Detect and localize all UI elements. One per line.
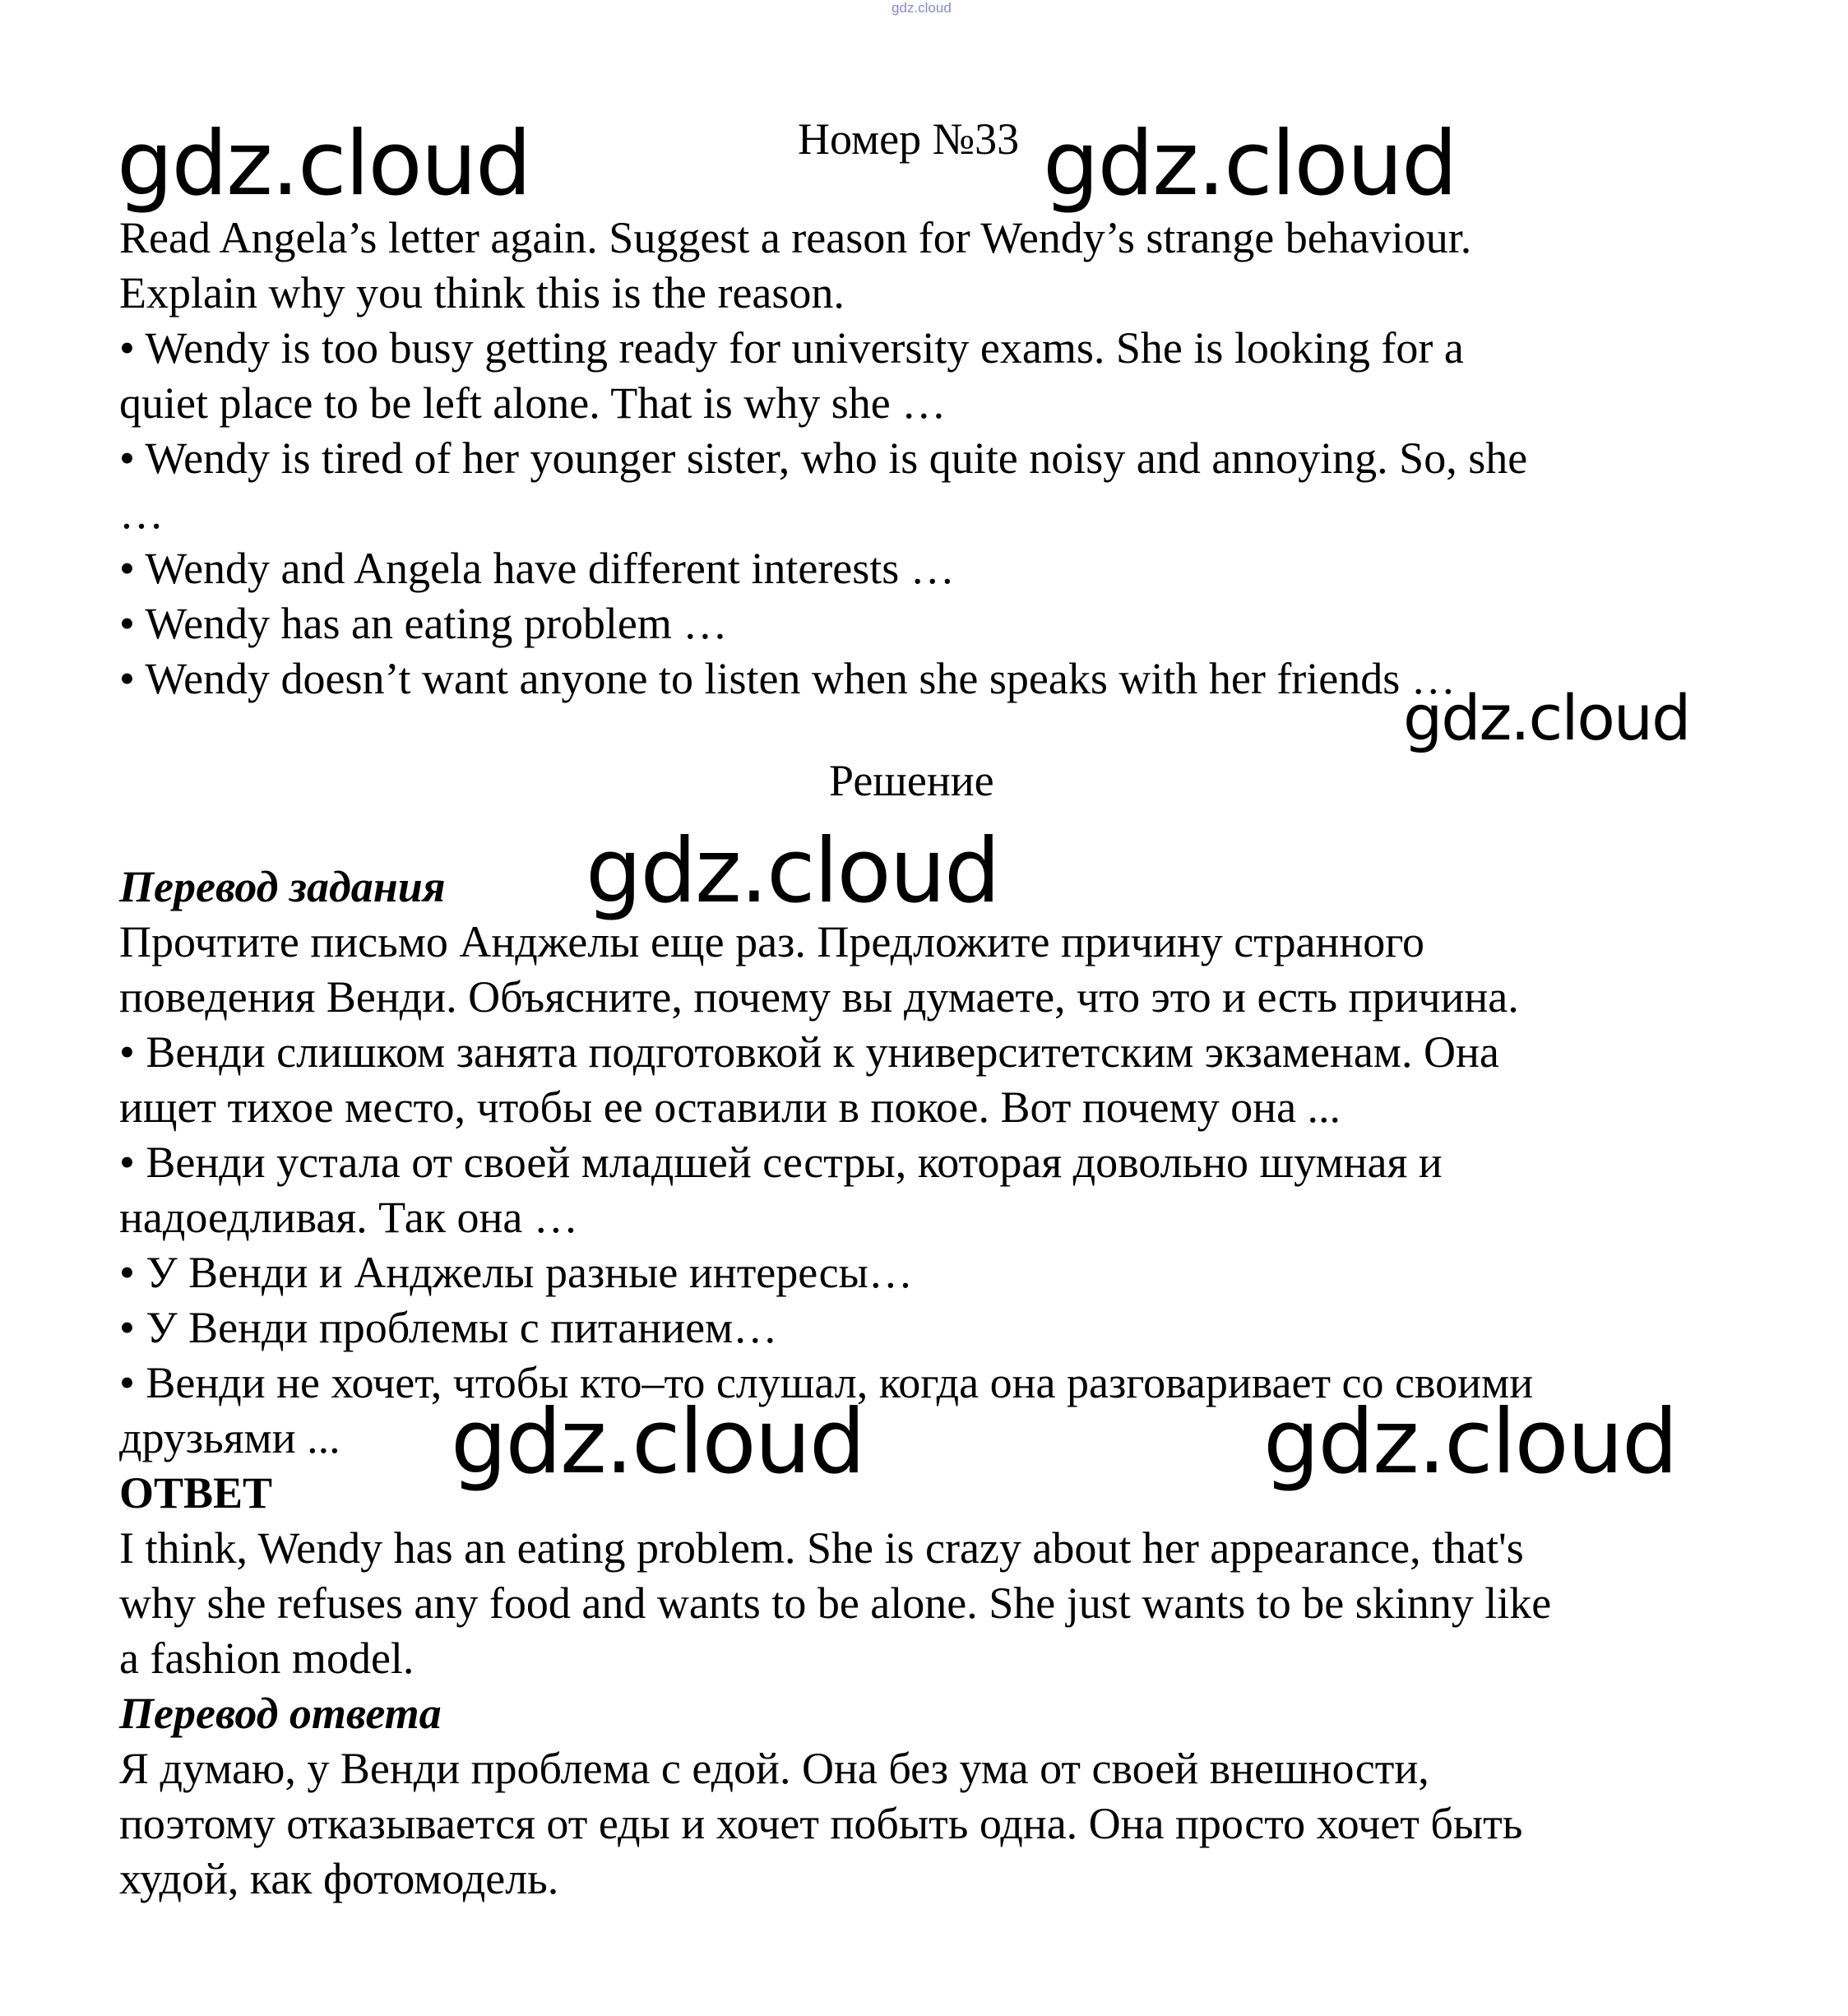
translation-line: друзьями ... — [119, 1413, 340, 1462]
watermark: gdz.cloud — [117, 113, 530, 216]
answer-heading: ОТВЕТ — [119, 1468, 273, 1518]
task-line: Explain why you think this is the reason. — [119, 268, 845, 317]
watermark: gdz.cloud — [1263, 1391, 1677, 1494]
translation-line: • У Венди и Анджелы разные интересы… — [119, 1248, 913, 1297]
watermark: gdz.cloud — [1043, 113, 1457, 216]
translation-line: • Венди устала от своей младшей сестры, которая довольно шумная и — [119, 1138, 1443, 1187]
answer-line: why she refuses any food and wants to be alone. She just wants to be skinny like — [119, 1578, 1552, 1628]
watermark: gdz.cloud — [586, 820, 999, 923]
translation-line: ищет тихое место, чтобы ее оставили в покое. Вот почему она ... — [119, 1082, 1341, 1132]
answer-translation-line: поэтому отказывается от еды и хочет побыть одна. Она просто хочет быть — [119, 1799, 1523, 1848]
translation-line: • Венди не хочет, чтобы кто–то слушал, когда она разговаривает со своими — [119, 1358, 1534, 1407]
translation-line: • Венди слишком занята подготовкой к университетским экзаменам. Она — [119, 1027, 1499, 1077]
task-line: quiet place to be left alone. That is why she … — [119, 378, 947, 428]
translation-line: надоедливая. Так она … — [119, 1193, 578, 1242]
task-line: … — [119, 489, 164, 538]
answer-translation-line: Я думаю, у Венди проблема с едой. Она без ума от своей внешности, — [119, 1744, 1429, 1793]
watermark: gdz.cloud — [451, 1391, 864, 1494]
watermark: gdz.cloud — [1403, 681, 1690, 754]
answer-line: I think, Wendy has an eating problem. She is crazy about her appearance, that's — [119, 1523, 1524, 1573]
answer-translation-line: худой, как фотомодель. — [119, 1854, 559, 1903]
solution-heading: Решение — [829, 756, 994, 805]
page-title: Номер №33 — [798, 114, 1020, 164]
task-line: • Wendy has an eating problem … — [119, 599, 728, 648]
task-line: Read Angela’s letter again. Suggest a reason for Wendy’s strange behaviour. — [119, 213, 1472, 262]
translation-line: • У Венди проблемы с питанием… — [119, 1303, 778, 1352]
answer-line: a fashion model. — [119, 1634, 415, 1683]
task-translation-heading: Перевод задания — [119, 862, 446, 911]
task-line: • Wendy and Angela have different interests … — [119, 544, 955, 593]
translation-line: поведения Венди. Объясните, почему вы думаете, что это и есть причина. — [119, 972, 1519, 1022]
top-watermark: gdz.cloud — [892, 0, 952, 16]
translation-line: Прочтите письмо Анджелы еще раз. Предложите причину странного — [119, 917, 1425, 966]
answer-translation-heading: Перевод ответа — [119, 1689, 442, 1738]
task-line: • Wendy is tired of her younger sister, who is quite noisy and annoying. So, she — [119, 433, 1528, 483]
task-line: • Wendy is too busy getting ready for university exams. She is looking for a — [119, 323, 1464, 373]
task-line: • Wendy doesn’t want anyone to listen when she speaks with her friends … — [119, 654, 1456, 703]
